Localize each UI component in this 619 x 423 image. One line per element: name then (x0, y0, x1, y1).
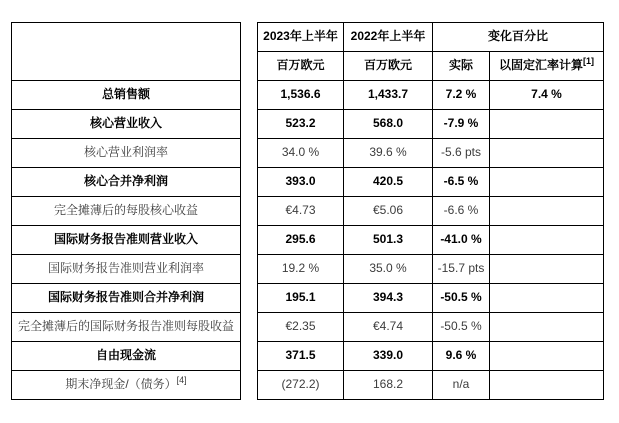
metric-label (12, 139, 241, 168)
metric-label (12, 284, 241, 313)
value-actual-change: n/a (433, 371, 490, 400)
table-row (258, 371, 604, 400)
value-actual-change: -41.0 % (433, 226, 490, 255)
value-2022: 420.5 (344, 168, 433, 197)
metric-label (12, 197, 241, 226)
value-2022: 35.0 % (344, 255, 433, 284)
metric-label-text: 核心合并净利润 (83, 174, 168, 189)
metric-label (12, 168, 241, 197)
value-2023: 34.0 % (258, 139, 344, 168)
metric-label-text: 核心营业收入 (89, 116, 162, 131)
value-actual-change: -6.6 % (433, 197, 490, 226)
table-row (258, 81, 604, 110)
table-row (12, 81, 241, 110)
value-2023: 393.0 (258, 168, 344, 197)
metric-label (12, 255, 241, 284)
metric-label-text: 国际财务报告准则营业利润率 (47, 261, 204, 276)
table-row (12, 168, 241, 197)
value-cer-change (490, 255, 604, 284)
unit-header-row (258, 52, 604, 81)
metric-label (12, 313, 241, 342)
table-row (258, 110, 604, 139)
value-actual-change: -5.6 pts (433, 139, 490, 168)
metric-label-text: 期末净现金/（债务） (65, 377, 177, 392)
value-2022: €5.06 (344, 197, 433, 226)
col-header-2022: 2022年上半年 (344, 23, 433, 52)
value-actual-change: -7.9 % (433, 110, 490, 139)
subheader-actual: 实际 (433, 52, 490, 81)
table-row (12, 371, 241, 400)
metric-label (12, 81, 241, 110)
metric-label-text: 国际财务报告准则营业收入 (53, 232, 198, 247)
value-cer-change (490, 139, 604, 168)
metric-label-text: 国际财务报告准则合并净利润 (47, 290, 204, 305)
value-cer-change: 7.4 % (490, 81, 604, 110)
table-row (12, 197, 241, 226)
subheader-cer-text: 以固定汇率计算 (499, 58, 584, 73)
value-2023: (272.2) (258, 371, 344, 400)
period-header-row (258, 23, 604, 52)
value-actual-change: 9.6 % (433, 342, 490, 371)
table-row (12, 313, 241, 342)
value-2023: 19.2 % (258, 255, 344, 284)
value-actual-change: -50.5 % (433, 284, 490, 313)
value-2022: 394.3 (344, 284, 433, 313)
metric-label (12, 371, 241, 400)
value-2023: €2.35 (258, 313, 344, 342)
subheader-2023-unit: 百万欧元 (258, 52, 344, 81)
table-row (258, 255, 604, 284)
label-header-empty-cell (12, 23, 241, 81)
value-2023: 371.5 (258, 342, 344, 371)
metric-label-column (11, 22, 241, 400)
metric-label-text: 自由现金流 (95, 348, 156, 363)
value-actual-change: -50.5 % (433, 313, 490, 342)
value-2022: 568.0 (344, 110, 433, 139)
metric-label-text: 核心营业利润率 (83, 145, 168, 160)
table-row (12, 110, 241, 139)
table-row (258, 168, 604, 197)
value-2023: 295.6 (258, 226, 344, 255)
metric-label-text: 总销售额 (101, 87, 150, 102)
value-cer-change (490, 371, 604, 400)
financial-data-grid (257, 22, 604, 400)
table-row (12, 342, 241, 371)
table-row (258, 139, 604, 168)
metric-label (12, 342, 241, 371)
value-2022: 1,433.7 (344, 81, 433, 110)
metric-label-text: 完全摊薄后的每股核心收益 (53, 203, 198, 218)
footnote-marker: [1] (583, 56, 595, 67)
value-2022: €4.74 (344, 313, 433, 342)
col-header-2023: 2023年上半年 (258, 23, 344, 52)
table-row (258, 284, 604, 313)
footnote-marker: [4] (176, 375, 187, 386)
col-header-change: 变化百分比 (433, 23, 604, 52)
value-cer-change (490, 197, 604, 226)
table-row (258, 313, 604, 342)
table-row (258, 226, 604, 255)
label-header-row (12, 23, 241, 81)
value-cer-change (490, 342, 604, 371)
metric-label (12, 110, 241, 139)
value-cer-change (490, 168, 604, 197)
subheader-cer (490, 52, 604, 81)
value-2022: 39.6 % (344, 139, 433, 168)
metric-label (12, 226, 241, 255)
value-2023: 195.1 (258, 284, 344, 313)
table-row (12, 284, 241, 313)
value-2023: €4.73 (258, 197, 344, 226)
table-row (12, 226, 241, 255)
value-cer-change (490, 313, 604, 342)
metric-label-text: 完全摊薄后的国际财务报告准则每股收益 (17, 319, 234, 334)
table-row (12, 139, 241, 168)
table-row (12, 255, 241, 284)
value-actual-change: 7.2 % (433, 81, 490, 110)
subheader-2022-unit: 百万欧元 (344, 52, 433, 81)
value-2023: 523.2 (258, 110, 344, 139)
value-2023: 1,536.6 (258, 81, 344, 110)
value-actual-change: -15.7 pts (433, 255, 490, 284)
value-cer-change (490, 226, 604, 255)
value-2022: 501.3 (344, 226, 433, 255)
value-cer-change (490, 110, 604, 139)
value-cer-change (490, 284, 604, 313)
value-actual-change: -6.5 % (433, 168, 490, 197)
value-2022: 339.0 (344, 342, 433, 371)
table-row (258, 197, 604, 226)
table-row (258, 342, 604, 371)
value-2022: 168.2 (344, 371, 433, 400)
